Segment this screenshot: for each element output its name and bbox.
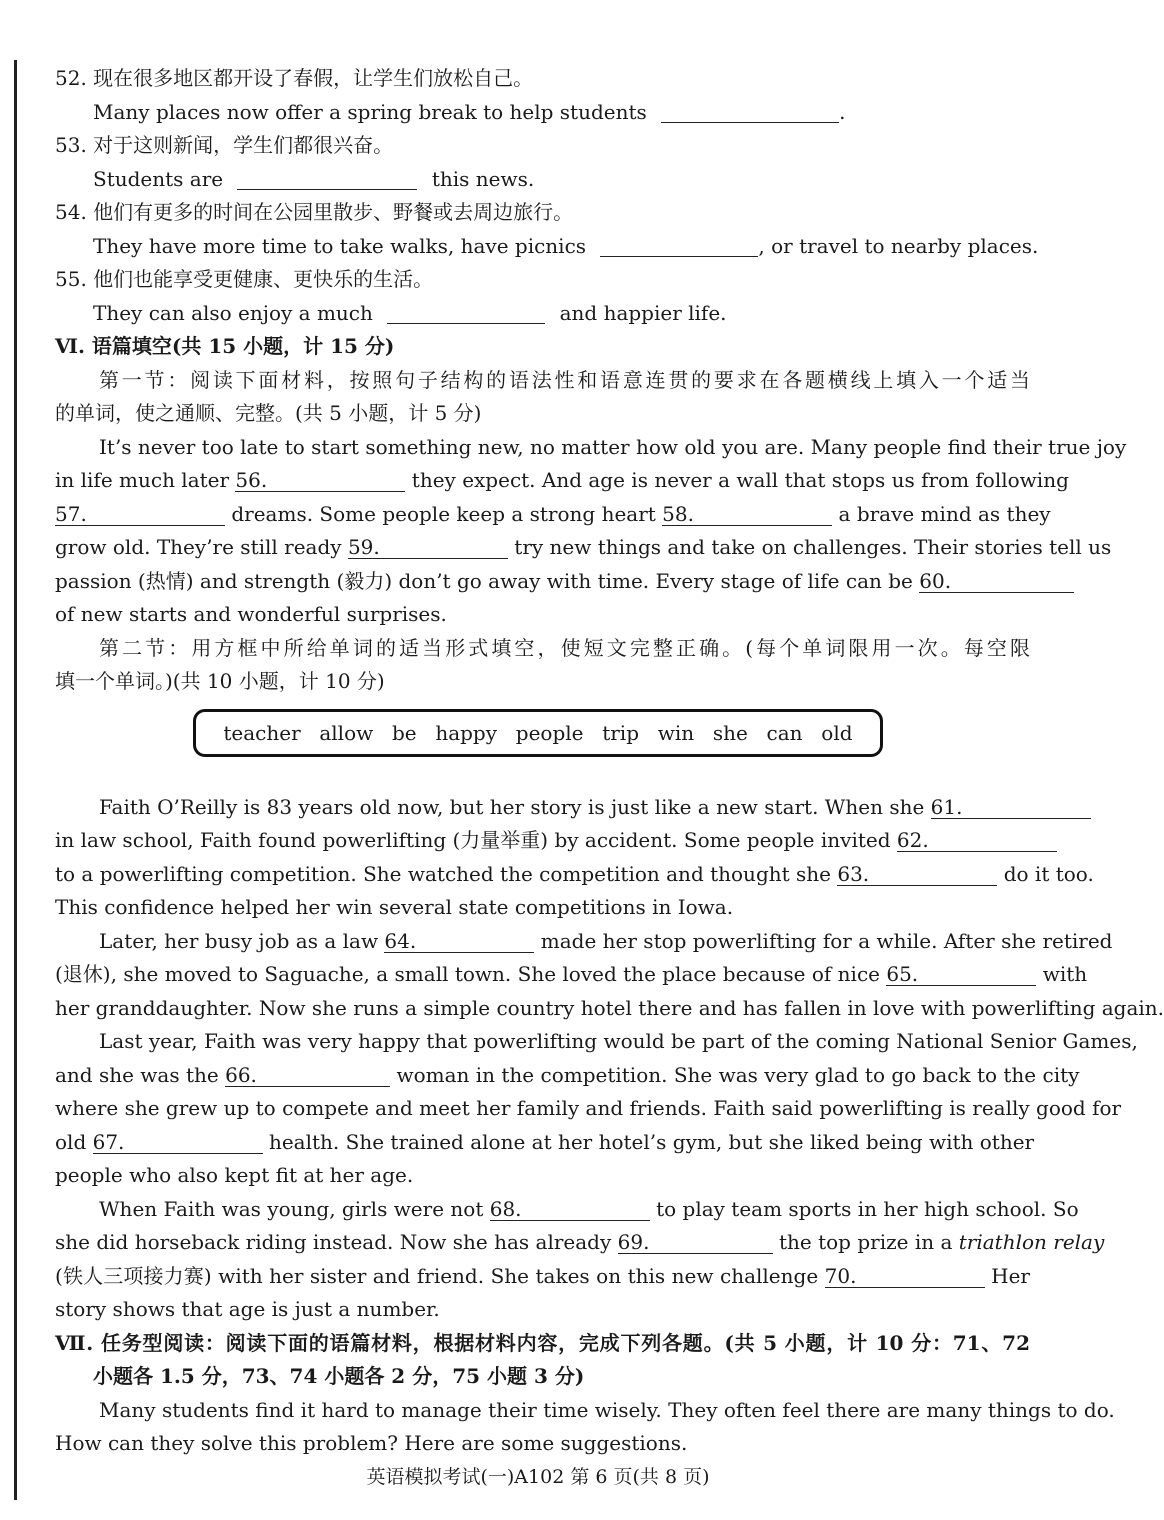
section6-title: Ⅵ. 语篇填空(共 15 小题，计 15 分) <box>55 334 395 358</box>
section7-title-2: 小题各 1.5 分，73、74 小题各 2 分，75 小题 3 分) <box>93 1364 585 1388</box>
word-box-area <box>55 699 1030 791</box>
word-box <box>193 709 883 757</box>
q55-answer-blank[interactable] <box>387 301 545 324</box>
q55-sentence: They can also enjoy a much and happier life. <box>93 300 727 325</box>
blank-57[interactable]: 57. <box>55 503 225 526</box>
blank-65[interactable]: 65. <box>886 963 1036 986</box>
q54-answer-blank[interactable] <box>600 234 758 257</box>
q54-prompt: 54. 他们有更多的时间在公园里散步、野餐或去周边旅行。 <box>55 200 574 224</box>
blank-58[interactable]: 58. <box>662 503 832 526</box>
word-box-item: old <box>821 720 853 745</box>
blank-68[interactable]: 68. <box>490 1198 650 1221</box>
q53-answer-blank[interactable] <box>237 167 417 190</box>
p1-line-6: of new starts and wonderful surprises. <box>55 602 447 626</box>
p1-line-4: grow old. They’re still ready 59. try new things and take on challenges. Their stories tell us <box>55 535 1112 559</box>
p2-line-16: story shows that age is just a number. <box>55 1297 440 1321</box>
blank-61[interactable]: 61. <box>931 796 1091 819</box>
blank-63[interactable]: 63. <box>837 863 997 886</box>
exam-page <box>55 62 1164 1461</box>
blank-69[interactable]: 69. <box>618 1231 773 1254</box>
q52-answer-blank[interactable] <box>661 100 839 123</box>
p2-line-7: her granddaughter. Now she runs a simple country hotel there and has fallen in love with powerlifting again. <box>55 995 1164 1020</box>
section6-part2-instruction-1: 第二节：用方框中所给单词的适当形式填空，使短文完整正确。(每个单词限用一次。每空限 <box>99 635 1030 660</box>
p2-line-4: This confidence helped her win several state competitions in Iowa. <box>55 895 734 919</box>
q52-prompt: 52. 现在很多地区都开设了春假，让学生们放松自己。 <box>55 66 534 90</box>
section6-part2-instruction-2: 填一个单词。)(共 10 小题，计 10 分) <box>55 669 385 693</box>
binding-margin-line <box>14 60 17 1500</box>
p2-line-15: (铁人三项接力赛) with her sister and friend. She takes on this new challenge 70. Her <box>55 1263 1030 1288</box>
page-footer: 英语模拟考试(一)A102 第 6 页(共 8 页) <box>366 1466 710 1488</box>
word-box-item: she <box>712 720 748 745</box>
blank-56[interactable]: 56. <box>235 469 405 492</box>
blank-60[interactable]: 60. <box>919 570 1074 593</box>
word-box-item: allow <box>319 720 374 745</box>
p2-line-13: When Faith was young, girls were not 68. to play team sports in her high school. So <box>99 1196 1079 1221</box>
q54-sentence: They have more time to take walks, have picnics , or travel to nearby places. <box>93 233 1039 258</box>
word-box-item: be <box>391 720 417 745</box>
section6-part1-instruction-1: 第一节：阅读下面材料，按照句子结构的语法性和语意连贯的要求在各题横线上填入一个适当 <box>99 367 1030 392</box>
q55-prompt: 55. 他们也能享受更健康、更快乐的生活。 <box>55 267 434 291</box>
p2-line-10: where she grew up to compete and meet her family and friends. Faith said powerlifting is really good for <box>55 1096 1122 1120</box>
blank-62[interactable]: 62. <box>897 829 1057 852</box>
p2-line-1: Faith O’Reilly is 83 years old now, but her story is just like a new start. When she 61. <box>55 791 1030 825</box>
word-box-item: trip <box>602 720 639 745</box>
p2-line-8: Last year, Faith was very happy that powerlifting would be part of the coming National Senior Games, <box>99 1029 1138 1053</box>
q53-sentence: Students are this news. <box>93 166 535 191</box>
p2-line-9: and she was the 66. woman in the competition. She was very glad to go back to the city <box>55 1062 1080 1087</box>
p1-line-2: in life much later 56. they expect. And age is never a wall that stops us from following <box>55 468 1069 492</box>
p2-line-6: (退休), she moved to Saguache, a small town. She loved the place because of nice 65. with <box>55 962 1088 986</box>
p2-line-12: people who also kept fit at her age. <box>55 1163 414 1187</box>
p1-line-5: passion (热情) and strength (毅力) don’t go away with time. Every stage of life can be 60. <box>55 565 1030 599</box>
p2-line-2: in law school, Faith found powerlifting (力量举重) by accident. Some people invited 62. <box>55 824 1030 858</box>
section7-line-2: How can they solve this problem? Here are some suggestions. <box>55 1431 688 1455</box>
p2-line-11: old 67. health. She trained alone at her hotel’s gym, but she liked being with other <box>55 1129 1035 1154</box>
p1-line-1: It’s never too late to start something new, no matter how old you are. Many people find their true joy <box>99 434 1127 459</box>
p1-line-3: 57. dreams. Some people keep a strong heart 58. a brave mind as they <box>55 501 1051 526</box>
blank-64[interactable]: 64. <box>384 930 534 953</box>
word-box-item: win <box>657 720 695 745</box>
word-box-item: people <box>515 720 584 745</box>
q53-prompt: 53. 对于这则新闻，学生们都很兴奋。 <box>55 133 394 157</box>
word-box-item: can <box>766 720 803 745</box>
blank-67[interactable]: 67. <box>93 1131 263 1154</box>
p2-line-5: Later, her busy job as a law 64. made her stop powerlifting for a while. After she retired <box>99 928 1113 953</box>
section7-line-1: Many students find it hard to manage their time wisely. They often feel there are many things to do. <box>99 1397 1115 1422</box>
section6-part1-instruction-2: 的单词，使之通顺、完整。(共 5 小题，计 5 分) <box>55 401 482 425</box>
word-box-item: teacher <box>223 720 301 745</box>
blank-70[interactable]: 70. <box>825 1265 985 1288</box>
q52-sentence: Many places now offer a spring break to help students . <box>93 99 846 124</box>
p2-line-3: to a powerlifting competition. She watched the competition and thought she 63. do it too. <box>55 861 1094 886</box>
blank-66[interactable]: 66. <box>225 1064 390 1087</box>
p2-line-14: she did horseback riding instead. Now she has already 69. the top prize in a triathlon relay <box>55 1230 1105 1254</box>
blank-59[interactable]: 59. <box>348 536 508 559</box>
word-box-item: happy <box>435 720 498 745</box>
section7-title-1: Ⅶ. 任务型阅读：阅读下面的语篇材料，根据材料内容，完成下列各题。(共 5 小题，计 10 分：71、72 <box>55 1330 1030 1355</box>
